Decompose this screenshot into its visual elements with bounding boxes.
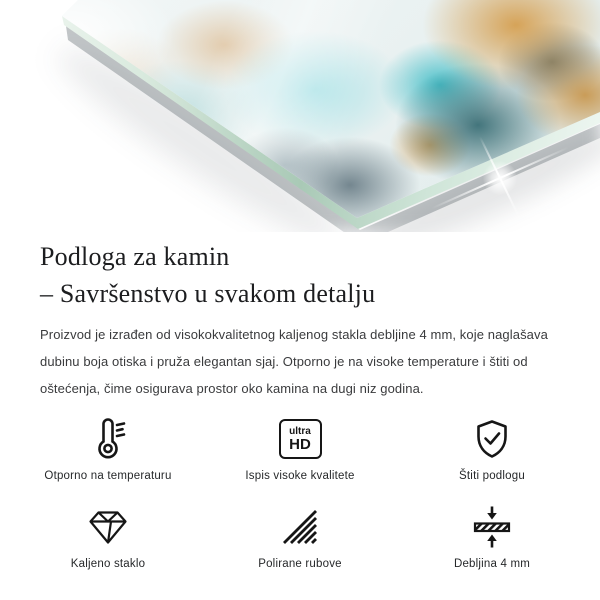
- feature-label: Debljina 4 mm: [453, 558, 531, 570]
- icon-wrap: [86, 416, 130, 462]
- product-description-text: Proizvod je izrađen od visokokvalitetnog kaljenog stakla debljine 4 mm, koje naglašava dubinu boja otiska i pruža elegantan sjaj. Otporno je na visoke temperature i štiti od oštećenja, čime osigurava prostor oko kamina na dugi niz godina.: [40, 327, 548, 396]
- features-grid: [0, 416, 600, 570]
- icon-wrap: [470, 416, 514, 462]
- ultra-hd-icon-text-top: ultra: [289, 426, 311, 437]
- feature-label: Štiti podlogu: [459, 470, 525, 482]
- ultra-hd-icon-text-bottom: HD: [289, 436, 311, 453]
- feature-polished-edges: [204, 504, 396, 570]
- feature-thickness: [396, 504, 588, 570]
- page-title: [40, 238, 560, 312]
- title-line-2: – Savršenstvo u svakom detalju: [40, 279, 376, 308]
- icon-wrap: [279, 416, 322, 462]
- thermometer-icon: [86, 416, 130, 462]
- icon-wrap: [86, 504, 130, 550]
- icon-wrap: [470, 504, 514, 550]
- icon-wrap: [280, 504, 320, 550]
- feature-label: Polirane rubove: [258, 558, 342, 570]
- feature-tempered-glass: [12, 504, 204, 570]
- thickness-icon: [470, 505, 514, 549]
- sparkle-glow: [483, 161, 517, 195]
- feature-print-quality: [204, 416, 396, 482]
- polished-edges-icon: [280, 507, 320, 547]
- feature-protects-surface: [396, 416, 588, 482]
- feature-label: Kaljeno staklo: [70, 558, 146, 570]
- shield-check-icon: [470, 417, 514, 461]
- ultra-hd-icon: [279, 419, 322, 459]
- feature-label: Ispis visoke kvalitete: [245, 470, 355, 482]
- product-image: [0, 0, 600, 232]
- feature-label: Otporno na temperaturu: [44, 470, 172, 482]
- feature-temperature-resistant: [12, 416, 204, 482]
- diamond-icon: [86, 507, 130, 547]
- title-line-1: Podloga za kamin: [40, 242, 230, 271]
